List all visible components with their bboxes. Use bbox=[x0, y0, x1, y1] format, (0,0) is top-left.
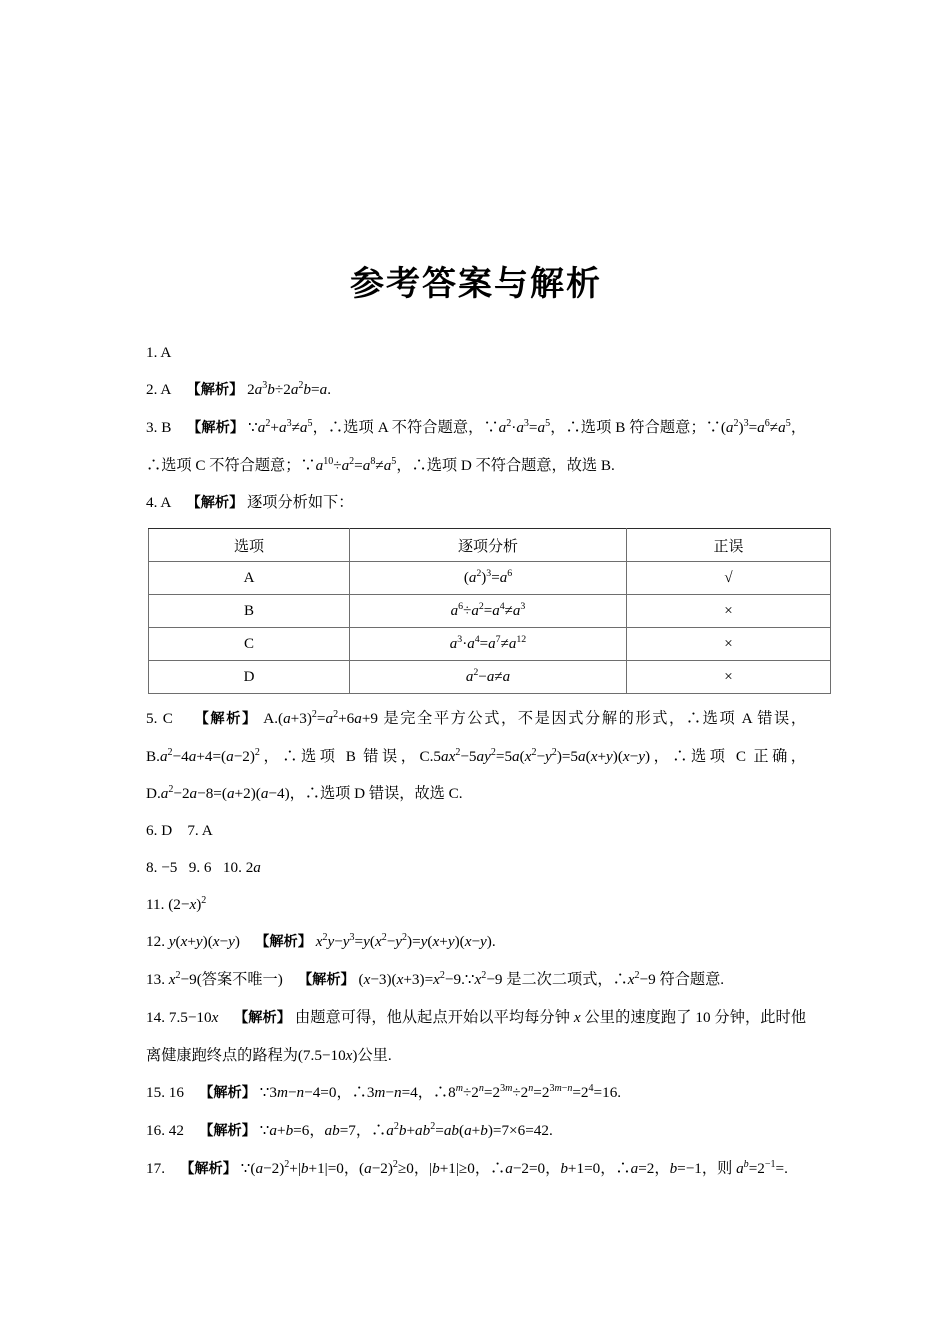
table-row bbox=[149, 661, 831, 694]
answer-12-number: 12. y(x+y)(x−y) bbox=[146, 933, 240, 950]
answer-item-5 bbox=[146, 700, 806, 812]
answer-15-number: 15. 16 bbox=[146, 1084, 184, 1101]
answer-item-16 bbox=[146, 1112, 806, 1150]
table-header-correctness: 正误 bbox=[627, 529, 831, 562]
answer-item-13 bbox=[146, 961, 806, 999]
table-cell-mark: √ bbox=[627, 562, 831, 595]
answer-17-body: $\because(a-2)^2+|b+1|=0$，$(a-2)^2\ge 0$，|b+1|≥0，∴a−2=0，b+1=0，∴a=2，b=−1，则 $a^b=2^{-1}=$. bbox=[240, 1158, 788, 1177]
answer-item-17 bbox=[146, 1150, 806, 1188]
table-cell-option: C bbox=[149, 628, 350, 661]
table-header-analysis: 逐项分析 bbox=[350, 529, 627, 562]
answer-item-11 bbox=[146, 886, 806, 923]
answer-16-analysis-label: 【解析】 bbox=[199, 1123, 256, 1139]
table-cell-option: D bbox=[149, 661, 350, 694]
answer-item-14 bbox=[146, 999, 806, 1074]
page-content bbox=[146, 262, 806, 1188]
answer-3-number: 3. B bbox=[146, 419, 172, 436]
page-title: 参考答案与解析 bbox=[350, 264, 602, 304]
table-cell-analysis: $a^2-a\ne a$ bbox=[350, 661, 627, 694]
answer-14-number: 14. 7.5−10x bbox=[146, 1009, 219, 1026]
answer-16-number: 16. 42 bbox=[146, 1122, 184, 1139]
answer-3-analysis-label: 【解析】 bbox=[187, 420, 245, 436]
table-cell-mark: × bbox=[627, 595, 831, 628]
answer-14-analysis-label: 【解析】 bbox=[233, 1010, 292, 1026]
answer-3-body: $\because a^2+a^3\ne a^5$，∴选项 A 不符合题意，$\because a^2\cdot a^3=a^5$，∴选项 B 符合题意；$\because(a^2)^3=a^6\ne a^5$，∴选项 C 不符合题意；$\because a^{10}\div a^2=a^8\ne a^5$，∴选项 D 不符合题意，故选 B. bbox=[146, 417, 807, 474]
answer-item-1 bbox=[146, 334, 806, 371]
table-row bbox=[149, 562, 831, 595]
answer-12-analysis-label: 【解析】 bbox=[255, 934, 312, 950]
answer-8-10-text: 8. −5 9. 6 10. 2a bbox=[146, 859, 261, 876]
answer-item-12 bbox=[146, 923, 806, 961]
answer-2-analysis-label: 【解析】 bbox=[186, 382, 244, 398]
answer-17-number: 17. bbox=[146, 1160, 165, 1177]
analysis-table bbox=[148, 528, 831, 694]
answer-13-number: 13. $x^2-9$(答案不唯一) bbox=[146, 969, 283, 988]
answer-13-body: $(x-3)(x+3)=x^2-9.\because x^2-9$ 是二次二项式，$\therefore x^2-9$ 符合题意. bbox=[358, 969, 725, 988]
answer-1-number: 1. A bbox=[146, 344, 172, 361]
answer-16-body: ∵a+b=6，ab=7，$\therefore a^2b+ab^2=ab(a+b)=7\times 6=42$. bbox=[259, 1120, 553, 1139]
answer-14-body: 由题意可得，他从起点开始以平均每分钟 x 公里的速度跑了 10 分钟，此时他离健康跑终点的路程为(7.5−10x)公里. bbox=[146, 1009, 807, 1064]
answer-item-8-10 bbox=[146, 849, 806, 886]
answer-item-15 bbox=[146, 1074, 806, 1112]
answer-item-2 bbox=[146, 371, 806, 409]
answer-5-body: $A.(a+3)^2=a^2+6a+9$ 是完全平方公式，不是因式分解的形式，∴选项 A 错误，$B.a^2-4a+4=(a-2)^2$，∴选项 B 错误，$C.5ax^2-5ay^2=5a(x^2-y^2)=5a(x+y)(x-y)$，∴选项 C 正确，$D.a^2-2a-8=(a+2)(a-4)$，∴选项 D 错误，故选 C. bbox=[146, 708, 807, 802]
table-header-row bbox=[149, 529, 831, 562]
answer-5-number: 5. C bbox=[146, 710, 173, 727]
table-cell-option: B bbox=[149, 595, 350, 628]
answer-12-body: $x^2y-y^3=y(x^2-y^2)=y(x+y)(x-y)$. bbox=[315, 931, 496, 950]
table-row bbox=[149, 628, 831, 661]
table-cell-analysis: $a^3\cdot a^4=a^7\ne a^{12}$ bbox=[350, 628, 627, 661]
answer-15-body: ∵3m−n−4=0，∴3m−n=4，$\therefore 8^m\div 2^n=2^{3m}\div 2^n=2^{3m-n}=2^4=16$. bbox=[259, 1082, 622, 1101]
answer-15-analysis-label: 【解析】 bbox=[199, 1085, 256, 1101]
answer-13-analysis-label: 【解析】 bbox=[297, 972, 355, 988]
table-row bbox=[149, 595, 831, 628]
answer-17-analysis-label: 【解析】 bbox=[180, 1161, 237, 1177]
table-cell-analysis: $a^6\div a^2=a^4\ne a^3$ bbox=[350, 595, 627, 628]
table-cell-mark: × bbox=[627, 661, 831, 694]
answer-item-4 bbox=[146, 484, 806, 522]
answer-11-text: 11. $(2-x)^2$ bbox=[146, 894, 207, 913]
answer-5-analysis-label: 【解析】 bbox=[194, 711, 258, 727]
table-header-option: 选项 bbox=[149, 529, 350, 562]
answer-4-analysis-label: 【解析】 bbox=[186, 495, 244, 511]
answer-item-3 bbox=[146, 409, 806, 484]
answer-4-body: 逐项分析如下： bbox=[247, 494, 354, 511]
answer-4-number: 4. A bbox=[146, 494, 172, 511]
table-cell-analysis: $(a^2)^3=a^6$ bbox=[350, 562, 627, 595]
answer-6-7-text: 6. D 7. A bbox=[146, 822, 213, 839]
table-cell-option: A bbox=[149, 562, 350, 595]
answer-2-number: 2. A bbox=[146, 381, 172, 398]
answer-2-body: $2a^3b\div 2a^2b=a$. bbox=[247, 379, 331, 398]
answer-item-6-7 bbox=[146, 812, 806, 849]
table-cell-mark: × bbox=[627, 628, 831, 661]
